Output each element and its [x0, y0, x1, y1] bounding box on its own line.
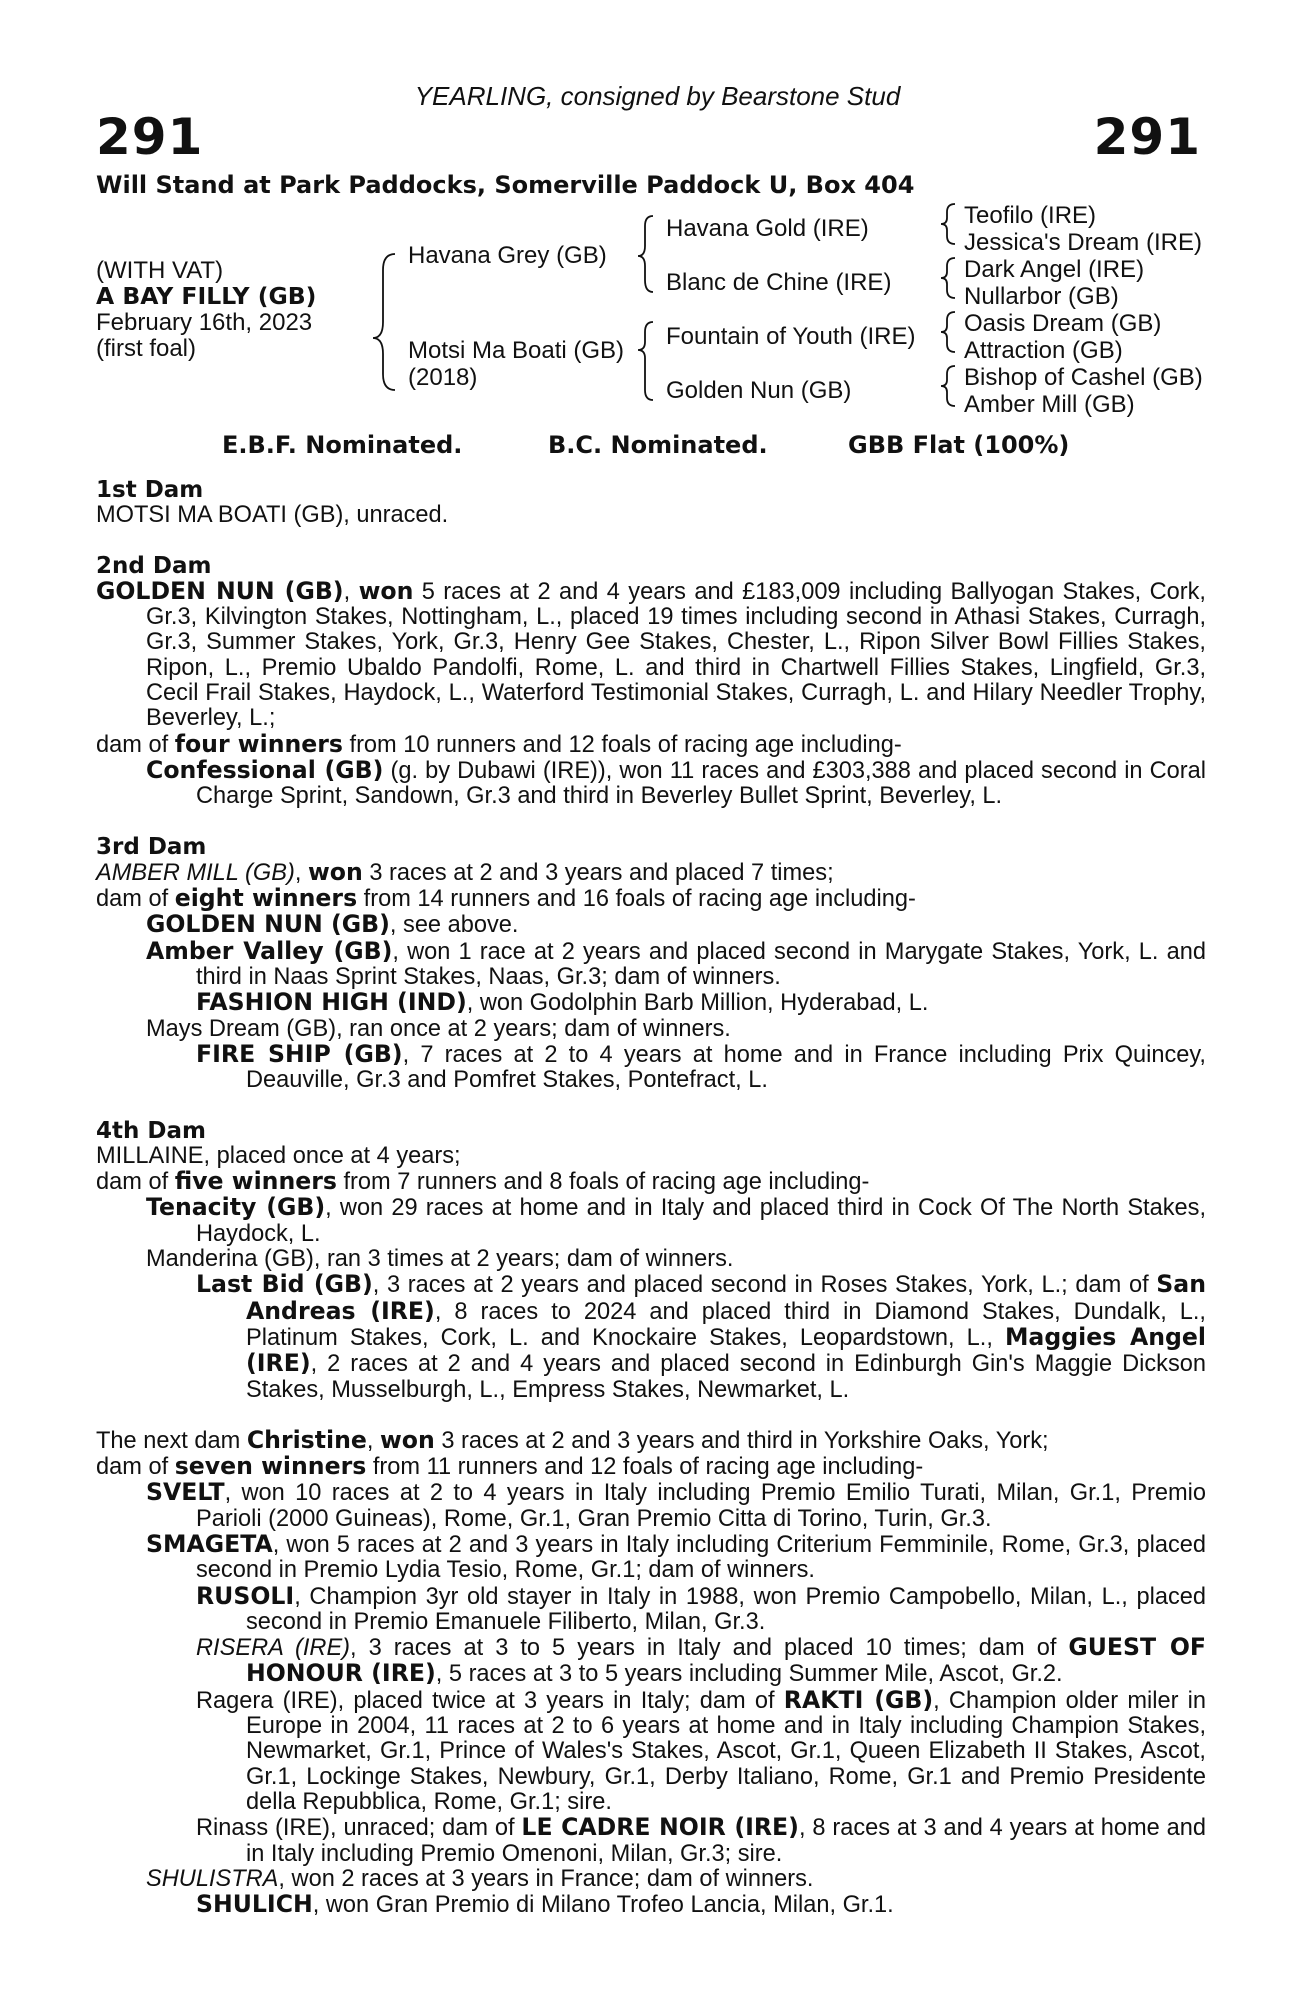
winners-count: eight winners	[174, 884, 358, 913]
horse-name: GOLDEN NUN (GB)	[96, 576, 344, 605]
produce-suffix: from 11 runners and 12 foals of racing age including-	[366, 1454, 924, 1481]
grand-produce-entry	[96, 1815, 1206, 1867]
produce-summary	[96, 886, 1206, 912]
horse-name: SHULISTRA	[146, 1865, 279, 1892]
pedigree-gg8: Amber Mill (GB)	[964, 391, 1135, 418]
race-record: 5 races at 2 and 4 years and £183,009 including Ballyogan Stakes, Cork, Gr.3, Kilvington Stakes, Nottingham, L., placed 19 times including second in Athasi Stakes, Curragh, Gr.3, Summer Stakes, York, Gr.3, Henry Gee Stakes, Chester, L., Ripon Silver Bowl Fillies Stakes, Ripon, L., Premio Ubaldo Pandolfi, Rome, L. and third in Chartwell Fillies Stakes, Lingfield, Gr.3, Cecil Frail Stakes, Haydock, L., Waterford Testimonial Stakes, Curragh, L. and Hilary Needler Trophy, Beverley, L.;	[146, 578, 1206, 732]
race-record: Ragera (IRE), placed twice at 3 years in Italy; dam of	[196, 1687, 784, 1714]
race-record: Rinass (IRE), unraced; dam of	[196, 1815, 522, 1842]
first-dam-section	[96, 478, 1206, 529]
brace-gg2	[941, 258, 955, 298]
gbb-status: GBB Flat (100%)	[848, 431, 1070, 459]
lot-number-left: 291	[96, 108, 204, 166]
pedigree-gg3: Dark Angel (IRE)	[964, 256, 1145, 283]
bc-nomination: B.C. Nominated.	[548, 431, 768, 459]
race-record: , won Godolphin Barb Million, Hyderabad, L.	[466, 990, 929, 1017]
dam-name: Motsi Ma Boati (GB)	[408, 337, 625, 364]
winners-count: seven winners	[174, 1452, 367, 1481]
horse-name: LE CADRE NOIR (IRE)	[521, 1813, 799, 1842]
horse-name: Last Bid (GB)	[196, 1270, 373, 1299]
horse-name: Confessional (GB)	[146, 755, 384, 784]
won-label: won	[380, 1425, 435, 1454]
race-record: , won 10 races at 2 to 4 years in Italy including Premio Emilio Turati, Milan, Gr.1, Premio Parioli (2000 Guineas), Rome, Gr.1, Gran Premio Citta di Torino, Turin, Gr.3.	[196, 1480, 1206, 1532]
grand-produce-entry	[96, 1039, 1206, 1094]
race-record: , see above.	[389, 912, 519, 939]
consignor-subtitle: YEARLING, consigned by Bearstone Stud	[414, 81, 901, 111]
race-record: 3 races at 2 and 3 years and third in Yorkshire Oaks, York;	[434, 1427, 1049, 1454]
pedigree-gg5: Oasis Dream (GB)	[964, 310, 1162, 337]
second-dam-record: GOLDEN NUN (GB), won 5 races at 2 and 4 years and £183,009 including Ballyogan Stakes, Cork, Gr.3, Kilvington Stakes, Nottingham, L., placed 19 times including second in Athasi Stakes, Curragh, Gr.3, Summer Stakes, York, Gr.3, Henry Gee Stakes, Chester, L., Ripon Silver Bowl Fillies Stakes, Ripon, L., Premio Ubaldo Pandolfi, Rome, L. and third in Chartwell Fillies Stakes, Lingfield, Gr.3, Cecil Frail Stakes, Haydock, L., Waterford Testimonial Stakes, Curragh, L. and Hilary Needler Trophy, Beverley, L.;	[96, 576, 1206, 732]
grand-produce-entry	[96, 1272, 1206, 1402]
brace-gg3	[941, 312, 955, 352]
horse-name: AMBER MILL (GB)	[96, 859, 295, 886]
pedigree-sire-dam: Blanc de Chine (IRE)	[666, 269, 892, 296]
second-dam-section	[96, 554, 1206, 810]
winners-count: four winners	[174, 729, 343, 758]
dam-year: (2018)	[408, 364, 478, 391]
produce-suffix: from 14 runners and 16 foals of racing age including-	[357, 886, 916, 913]
grand-produce-entry	[96, 1892, 1206, 1918]
ebf-nomination: E.B.F. Nominated.	[222, 431, 463, 459]
first-dam-text: MOTSI MA BOATI (GB), unraced.	[96, 502, 449, 529]
race-record: , won 5 races at 2 and 3 years in Italy including Criterium Femminile, Rome, Gr.3, placed second in Premio Lydia Tesio, Rome, Gr.1; dam of winners.	[196, 1531, 1206, 1584]
produce-entry	[96, 755, 1207, 810]
race-record: , 3 races at 3 to 5 years in Italy and placed 10 times; dam of	[350, 1635, 1069, 1662]
third-dam-section	[96, 835, 1206, 1094]
produce-entry	[96, 1529, 1206, 1584]
race-record: , 2 races at 2 and 4 years and placed second in Edinburgh Gin's Maggie Dickson Stakes, Musselburgh, L., Empress Stakes, Newmarket, L.	[246, 1351, 1206, 1403]
produce-summary	[96, 1454, 1206, 1480]
pedigree-dam-dam: Golden Nun (GB)	[666, 377, 852, 404]
race-record: , won 1 race at 2 years and placed second in Marygate Stakes, York, L. and third in Naas Sprint Stakes, Naas, Gr.3; dam of winners.	[196, 938, 1206, 991]
grand-produce-entry	[96, 1581, 1206, 1636]
horse-name: Tenacity (GB)	[146, 1193, 326, 1222]
horse-name: RUSOLI	[196, 1581, 295, 1610]
race-record: , Champion 3yr old stayer in Italy in 1988, won Premio Campobello, Milan, L., placed second in Premio Emanuele Filiberto, Milan, Gr.3.	[246, 1583, 1206, 1635]
race-record: , 3 races at 2 years and placed second in Roses Stakes, York, L.; dam of	[372, 1272, 1157, 1299]
produce-summary	[96, 1169, 1206, 1195]
produce-prefix: dam of	[96, 731, 175, 758]
foal-note: (first foal)	[96, 335, 197, 362]
pedigree-braces	[0, 0, 1315, 430]
horse-name: Amber Valley (GB)	[146, 936, 393, 965]
pedigree-gg1: Teofilo (IRE)	[964, 202, 1097, 229]
brace-gg4	[941, 366, 955, 406]
fourth-dam-record: MILLAINE, placed once at 4 years;	[96, 1142, 461, 1169]
vat-note: (WITH VAT)	[96, 257, 224, 284]
horse-name: SMAGETA	[146, 1529, 273, 1558]
pedigree-sire-sire: Havana Gold (IRE)	[666, 215, 869, 242]
horse-name: SHULICH	[196, 1890, 313, 1919]
horse-name: RAKTI (GB)	[783, 1685, 934, 1714]
third-dam-record: AMBER MILL (GB), won 3 races at 2 and 3 years and placed 7 times;	[96, 857, 834, 886]
pedigree-gg2: Jessica's Dream (IRE)	[964, 229, 1202, 256]
next-dam-section	[96, 1425, 1207, 1919]
grand-produce-entry	[96, 1635, 1206, 1688]
third-dam-heading: 3rd Dam	[96, 833, 207, 860]
sire-name: Havana Grey (GB)	[408, 242, 607, 269]
next-dam-prefix: The next dam	[96, 1427, 247, 1454]
horse-name: GUEST OF HONOUR (IRE)	[246, 1633, 1206, 1688]
horse-name: FIRE SHIP (GB)	[196, 1039, 403, 1068]
pedigree-gg7: Bishop of Cashel (GB)	[964, 364, 1203, 391]
produce-prefix: dam of	[96, 1454, 175, 1481]
produce-entry	[96, 1195, 1206, 1247]
grand-produce-entry	[96, 990, 1206, 1016]
pedigree-gg4: Nullarbor (GB)	[964, 283, 1119, 310]
horse-name: RISERA (IRE)	[196, 1635, 351, 1662]
produce-entry	[96, 936, 1206, 991]
horse-name: Christine	[246, 1425, 367, 1454]
horse-name: Maggies Angel (IRE)	[246, 1322, 1207, 1378]
winners-count: five winners	[174, 1167, 337, 1196]
next-dam-record: The next dam Christine, won 3 races at 2 and 3 years and third in Yorkshire Oaks, York;	[96, 1425, 1049, 1454]
horse-name: San Andreas (IRE)	[246, 1270, 1206, 1325]
second-dam-heading: 2nd Dam	[96, 552, 212, 579]
first-dam-heading: 1st Dam	[96, 477, 204, 503]
race-record: , 5 races at 3 to 5 years including Summer Mile, Ascot, Gr.2.	[435, 1661, 1063, 1688]
horse-name: GOLDEN NUN (GB)	[146, 910, 390, 939]
pedigree-dam-sire: Fountain of Youth (IRE)	[666, 323, 916, 350]
race-record: 3 races at 2 and 3 years and placed 7 times;	[362, 859, 834, 886]
brace-gg1	[941, 204, 955, 244]
brace-sire-dam	[373, 254, 395, 390]
race-record: , 8 races to 2024 and placed third in Diamond Stakes, Dundalk, L., Platinum Stakes, Cork, L. and Knockaire Stakes, Leopardstown, L.,	[246, 1298, 1206, 1351]
produce-entry: Manderina (GB), ran 3 times at 2 years; dam of winners.	[146, 1246, 734, 1273]
produce-prefix: dam of	[96, 1169, 175, 1196]
race-record: (g. by Dubawi (IRE)), won 11 races and £303,388 and placed second in Coral Charge Sprint, Sandown, Gr.3 and third in Beverley Bullet Sprint, Beverley, L.	[196, 757, 1207, 810]
lot-number-right: 291	[1093, 108, 1201, 166]
horse-name: FASHION HIGH (IND)	[196, 988, 467, 1017]
produce-entry: Mays Dream (GB), ran once at 2 years; dam of winners.	[146, 1015, 731, 1042]
produce-entry	[96, 912, 1206, 938]
produce-entry	[96, 1867, 1206, 1892]
foaling-date: February 16th, 2023	[96, 309, 313, 336]
pedigree-notes	[96, 478, 1206, 1918]
won-label: won	[358, 576, 414, 605]
race-record: , Champion older miler in Europe in 2004, 11 races at 2 to 6 years at home and in Italy including Champion Stakes, Newmarket, Gr.1, Prince of Wales's Stakes, Ascot, Gr.1, Queen Elizabeth II Stakes, Ascot, Gr.1, Lockinge Stakes, Newbury, Gr.1, Derby Italiano, Rome, Gr.1 and Premio Presidente della Repubblica, Rome, Gr.1; sire.	[246, 1687, 1207, 1815]
grand-produce-entry	[96, 1685, 1207, 1815]
brace-sire	[638, 216, 653, 292]
produce-entry	[96, 1480, 1206, 1532]
race-record: , 8 races at 3 and 4 years at home and in Italy including Premio Omenoni, Milan, Gr.3; sire.	[246, 1815, 1206, 1867]
produce-suffix: from 7 runners and 8 foals of racing age including-	[336, 1169, 870, 1196]
stabling-location: Will Stand at Park Paddocks, Somerville Paddock U, Box 404	[96, 171, 915, 199]
race-record: , won 29 races at home and in Italy and placed third in Cock Of The North Stakes, Haydock, L.	[196, 1195, 1207, 1247]
horse-name: SVELT	[146, 1478, 225, 1507]
brace-dam	[638, 322, 653, 400]
fourth-dam-section	[96, 1119, 1206, 1403]
fourth-dam-heading: 4th Dam	[96, 1117, 206, 1144]
produce-prefix: dam of	[96, 886, 175, 913]
produce-summary	[96, 729, 1206, 758]
horse-name: A BAY FILLY (GB)	[96, 282, 317, 310]
race-record: , won Gran Premio di Milano Trofeo Lancia, Milan, Gr.1.	[312, 1892, 894, 1919]
won-label: won	[307, 857, 363, 886]
race-record: , won 2 races at 3 years in France; dam of winners.	[278, 1865, 814, 1892]
race-record: , 7 races at 2 to 4 years at home and in France including Prix Quincey, Deauville, Gr.3 and Pomfret Stakes, Pontefract, L.	[246, 1041, 1206, 1094]
produce-suffix: from 10 runners and 12 foals of racing age including-	[342, 731, 902, 758]
pedigree-gg6: Attraction (GB)	[964, 337, 1123, 364]
